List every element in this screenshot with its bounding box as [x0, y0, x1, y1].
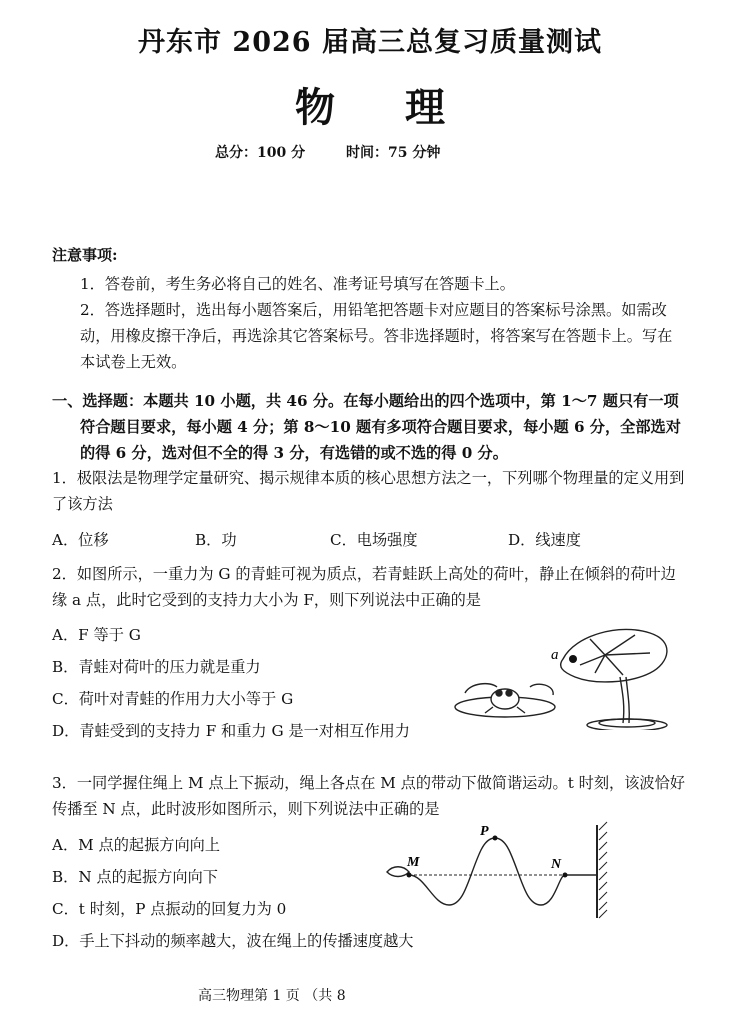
exam-time: 时间：75 分钟	[345, 145, 441, 161]
q2-option-d: D．青蛙受到的支持力 F 和重力 G 是一对相互作用力	[52, 722, 410, 740]
exam-meta	[215, 142, 476, 162]
q3-wave-figure	[385, 820, 625, 925]
q3-option-a: A．M 点的起振方向向上	[52, 836, 221, 854]
q1-option-c: C．电场强度	[330, 531, 418, 549]
q1-option-a: A．位移	[52, 531, 109, 549]
point-a-marker	[569, 655, 577, 663]
subject-title: 物 理	[295, 84, 473, 131]
label-N: N	[551, 857, 562, 872]
q2-option-a: A．F 等于 G	[52, 626, 141, 644]
label-M: M	[407, 855, 420, 870]
q1-option-b: B．功	[195, 531, 237, 549]
note-item-1: 1．答卷前，考生务必将自己的姓名、准考证号填写在答题卡上。	[80, 275, 515, 293]
q3-option-d: D．手上下抖动的频率越大，波在绳上的传播速度越大	[52, 932, 414, 950]
q2-stem: 2．如图所示，一重力为 G 的青蛙可视为质点，若青蛙跃上高处的荷叶，静止在倾斜的荷叶边缘 a 点，此时它受到的支持力大小为 F，则下列说法中正确的是	[52, 565, 676, 609]
q2-frog-lotus-figure	[445, 615, 695, 730]
page-footer: 高三物理第 1 页 （共 8	[198, 988, 346, 1004]
label-a: a	[551, 647, 559, 663]
section-1-instructions: 一、选择题：本题共 10 小题，共 46 分。在每小题给出的四个选项中，第 1～7 题只有一项符合题目要求，每小题 4 分；第 8～10 题有多项符合题目要求，每小题 6 分，全部选对的得 6 分，选对但不全的得 3 分，有选错的或不选的得 0 分。	[52, 392, 681, 462]
notes-heading: 注意事项:	[52, 246, 118, 264]
q3-option-c: C．t 时刻，P 点振动的回复力为 0	[52, 900, 287, 918]
note-item-2: 2．答选择题时，选出每小题答案后，用铅笔把答题卡对应题目的答案标号涂黑。如需改动，用橡皮擦干净后，再选涂其它答案标号。答非选择题时，将答案写在答题卡上。写在本试卷上无效。	[80, 301, 673, 371]
q2-option-c: C．荷叶对青蛙的作用力大小等于 G	[52, 690, 294, 708]
q3-stem: 3．一同学握住绳上 M 点上下振动，绳上各点在 M 点的带动下做简谐运动。t 时刻，该波恰好传播至 N 点，此时波形如图所示，则下列说法中正确的是	[52, 774, 685, 818]
q1-stem: 1．极限法是物理学定量研究、揭示规律本质的核心思想方法之一，下列哪个物理量的定义用到了该方法	[52, 469, 685, 513]
q3-option-b: B．N 点的起振方向向下	[52, 868, 218, 886]
q2-option-b: B．青蛙对荷叶的压力就是重力	[52, 658, 261, 676]
label-P: P	[480, 824, 489, 839]
q1-option-d: D．线速度	[508, 531, 581, 549]
total-score: 总分：100 分	[215, 145, 306, 161]
exam-title: 丹东市 2026 届高三总复习质量测试	[138, 27, 602, 58]
